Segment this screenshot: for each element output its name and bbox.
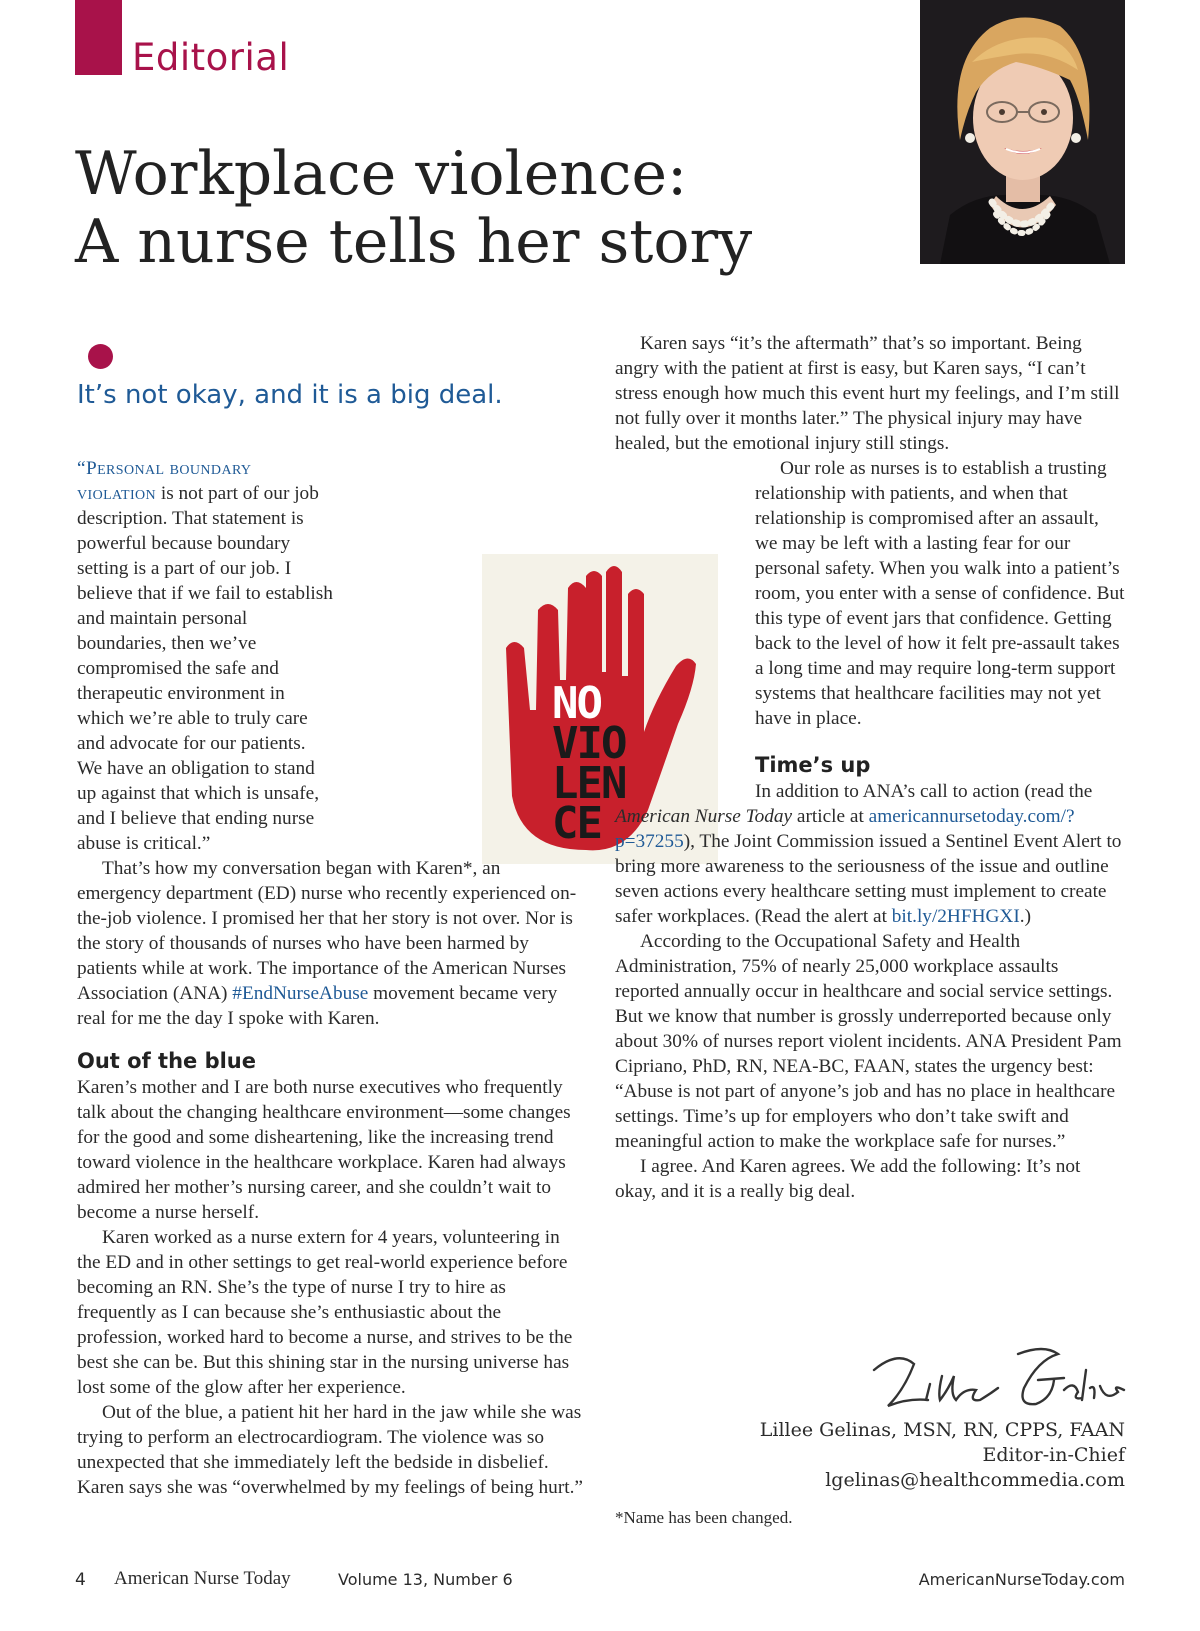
right-column — [615, 331, 1125, 1204]
section-heading: Out of the blue — [77, 1049, 256, 1073]
footer-website[interactable]: AmericanNurseToday.com — [918, 1570, 1125, 1589]
lead-in: “Personal boundary violation — [77, 458, 252, 504]
pull-quote: It’s not okay, and it is a big deal. — [77, 380, 503, 410]
paragraph: Karen worked as a nurse extern for 4 years, volunteering in the ED and in other settings to get real-world experience before becoming an RN. She’s the type of nurse I try to hire as frequently as I can because she’s enthusiastic about the profession, worked hard to become a nurse, and strives to be the best she can be. But this shining star in the nursing universe has lost some of the glow after her experience. — [77, 1227, 573, 1398]
poster-line-4: CE — [552, 798, 601, 849]
poster-wrap-space — [351, 531, 587, 837]
author-role: Editor-in-Chief — [982, 1444, 1125, 1466]
paragraph — [615, 779, 1125, 929]
section-color-bar — [75, 0, 122, 75]
footnote: *Name has been changed. — [615, 1508, 793, 1527]
paragraph-text: In addition to ANA’s call to action (read the — [755, 781, 1093, 802]
author-email[interactable]: lgelinas@healthcommedia.com — [825, 1469, 1125, 1491]
paragraph-text: That’s how my conversation began with Karen*, an emergency department (ED) nurse who recently experienced on-the-job violence. I promised her that her story is not over. Nor is the story of thousands of nurses who have been harmed by patients while at work. The importance of the American Nurses Association (ANA) — [77, 858, 577, 1004]
paragraph: I agree. And Karen agrees. We add the following: It’s not okay, and it is a really big deal. — [615, 1156, 1081, 1202]
alert-link[interactable]: bit.ly/2HFHGXI — [891, 906, 1020, 927]
page-number: 4 — [75, 1570, 86, 1590]
author-photo — [920, 0, 1125, 264]
signature — [868, 1340, 1128, 1422]
left-column — [77, 456, 587, 1500]
paragraph: Out of the blue, a patient hit her hard in the jaw while she was trying to perform an electrocardiogram. The violence was so unexpected that she immediately left the bedside in disbelief. Karen says she was “overwhelmed by my feelings of being hurt.” — [77, 1402, 583, 1498]
title-line-2: A nurse tells her story — [75, 207, 753, 277]
author-name: Lillee Gelinas, MSN, RN, CPPS, FAAN — [759, 1419, 1125, 1441]
poster-line-2: VIO — [552, 718, 626, 769]
paragraph — [77, 856, 587, 1031]
paragraph-text: .) — [1019, 906, 1032, 927]
section-label: Editorial — [132, 36, 290, 79]
paragraph: Karen’s mother and I are both nurse executives who frequently talk about the changing healthcare environment—some changes for the good and some disheartening, like the increasing trend toward violence in the healthcare workplace. Karen had always admired her mother’s nursing career, and she couldn’t wait to become a nurse herself. — [77, 1077, 571, 1223]
pull-quote-bullet — [88, 344, 113, 369]
poster-wrap-space — [615, 478, 739, 784]
paragraph-text: ), The Joint Commission issued a Sentinel Event Alert to bring more awareness to the seriousness of the issue and outline seven actions every healthcare setting must implement to create safer workplaces. (Read the alert at — [615, 831, 1122, 927]
paragraph-text: article at — [792, 806, 869, 827]
footer-magazine: American Nurse Today — [114, 1568, 291, 1589]
hashtag-link[interactable]: #EndNurseAbuse — [232, 983, 369, 1004]
footer-volume: Volume 13, Number 6 — [338, 1570, 513, 1589]
author-signoff — [700, 1418, 1125, 1493]
signature-scribble — [868, 1340, 1128, 1422]
intro-text: is not part of our job description. That statement is powerful because boundary setting is a part of our job. I believe that if we fail to establish and maintain personal boundaries, then we’ve compromised the safe and therapeutic environment in which we’re able to truly care and advocate for our patients. We have an obligation to stand up against that which is unsafe, and I believe that ending nurse abuse is critical.” — [77, 483, 333, 854]
author-portrait-illustration — [920, 0, 1125, 264]
title-line-1: Workplace violence: — [75, 139, 688, 209]
paragraph: According to the Occupational Safety and Health Administration, 75% of nearly 25,000 workplace assaults reported annually occur in healthcare and social service settings. But we know that number is grossly underreported because only about 30% of nurses report violent incidents. ANA President Pam Cipriano, PhD, RN, NEA-BC, FAAN, states the urgency best: “Abuse is not part of anyone’s job and has no place in healthcare settings. Time’s up for employers who don’t take swift and meaningful action to make the workplace safe for nurses.” — [615, 931, 1122, 1152]
paragraph: Karen says “it’s the aftermath” that’s so important. Being angry with the patient at first is easy, but Karen says, “I can’t stress enough how much this event hurt my feelings, and I’m still not fully over it months later.” The physical injury may have healed, but the emotional injury still stings. — [615, 333, 1120, 454]
paragraph-text: movement became very real for me the day I spoke with Karen. — [77, 983, 558, 1029]
poster-line-3: LEN — [552, 758, 626, 809]
magazine-title: American Nurse Today — [615, 806, 793, 827]
article-title — [75, 140, 752, 276]
poster-line-1: NO — [552, 678, 601, 729]
section-heading: Time’s up — [755, 753, 871, 777]
article-link[interactable]: americannursetoday.com/?p=37255 — [615, 806, 1075, 852]
paragraph: Our role as nurses is to establish a trusting relationship with patients, and when that relationship is compromised after an assault, we may be left with a lasting fear for our personal safety. When you walk into a patient’s room, you enter with a sense of confidence. But this type of event jars that confidence. Getting back to the level of how it felt pre-assault takes a long time and may require long-term support systems that healthcare facilities may not yet have in place. — [755, 458, 1125, 729]
